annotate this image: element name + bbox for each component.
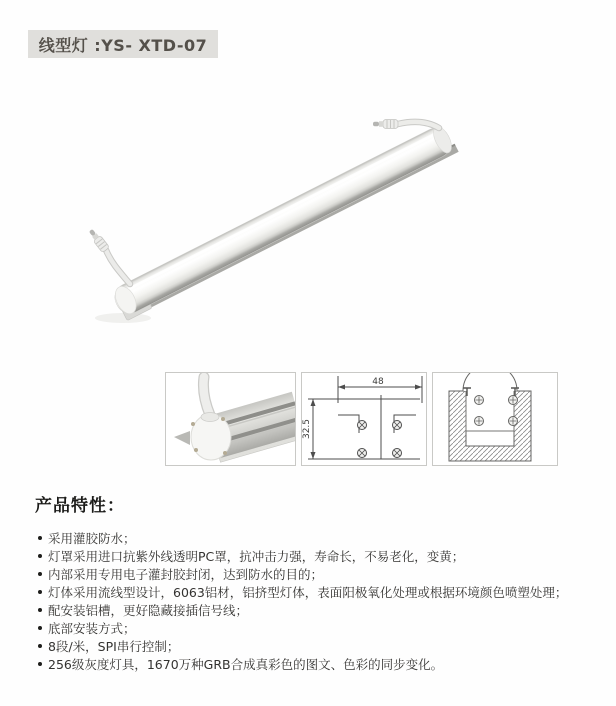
feature-item <box>38 601 598 619</box>
fixture-body <box>466 391 514 431</box>
dimension-drawing-svg <box>302 373 426 465</box>
bullet-dot-icon <box>38 590 42 594</box>
fixture-screws <box>475 396 518 426</box>
feature-text: 采用灌胶防水； <box>48 531 136 546</box>
cross-section-drawing <box>432 372 558 466</box>
feature-text: 配安装铝槽，更好隐藏接插信号线； <box>48 603 249 618</box>
product-photo <box>85 98 475 333</box>
endcap-illustration <box>166 373 295 465</box>
bullet-dot-icon <box>38 608 42 612</box>
feature-item <box>38 619 598 637</box>
features-heading: 产品特性： <box>35 496 125 516</box>
bullet-dot-icon <box>38 644 42 648</box>
feature-item <box>38 547 598 565</box>
feature-text: 256级灰度灯具，1670万种GRB合成真彩色的图文、色彩的同步变化。 <box>48 657 444 672</box>
feature-text: 灯体采用流线型设计，6063铝材，铝挤型灯体，表面阳极氧化处理或根据环境颜色喷塑处理； <box>48 585 568 600</box>
endcap-detail-photo <box>165 372 296 466</box>
feature-item <box>38 583 598 601</box>
feature-item <box>38 637 598 655</box>
bullet-dot-icon <box>38 626 42 630</box>
bullet-dot-icon <box>38 662 42 666</box>
bullet-dot-icon <box>38 554 42 558</box>
tube-body <box>110 122 459 321</box>
right-connector-icon <box>373 120 398 129</box>
right-cable <box>373 120 439 129</box>
feature-text: 8段/米，SPI串行控制； <box>48 639 180 654</box>
feature-item <box>38 655 598 673</box>
feature-text: 底部安装方式； <box>48 621 136 636</box>
dimension-arrows <box>311 385 423 460</box>
product-title-bar <box>28 30 218 58</box>
drawing-lines <box>308 376 422 459</box>
feature-item <box>38 529 598 547</box>
cross-section-svg <box>433 373 557 465</box>
feature-text: 灯罩采用进口抗紫外线透明PC罩，抗冲击力强，寿命长，不易老化，变黄； <box>48 549 465 564</box>
mount-tab <box>174 431 190 445</box>
linear-light-illustration <box>85 98 475 333</box>
width-dimension-label: 48 <box>372 377 384 387</box>
feature-item <box>38 565 598 583</box>
features-list <box>38 529 598 673</box>
tube-shadow <box>95 313 151 323</box>
left-cable <box>87 228 130 284</box>
bullet-dot-icon <box>38 572 42 576</box>
dimension-drawing <box>301 372 427 466</box>
pc-cover-dome <box>463 373 517 391</box>
feature-text: 内部采用专用电子灌封胶封闭，达到防水的目的； <box>48 567 324 582</box>
left-connector-icon <box>87 228 109 253</box>
bullet-dot-icon <box>38 536 42 540</box>
mounting-channel <box>449 391 531 461</box>
product-title: 线型灯 :YS- XTD-07 <box>38 35 208 55</box>
height-dimension-label: 32.5 <box>302 418 312 440</box>
cable-collar <box>201 413 219 422</box>
